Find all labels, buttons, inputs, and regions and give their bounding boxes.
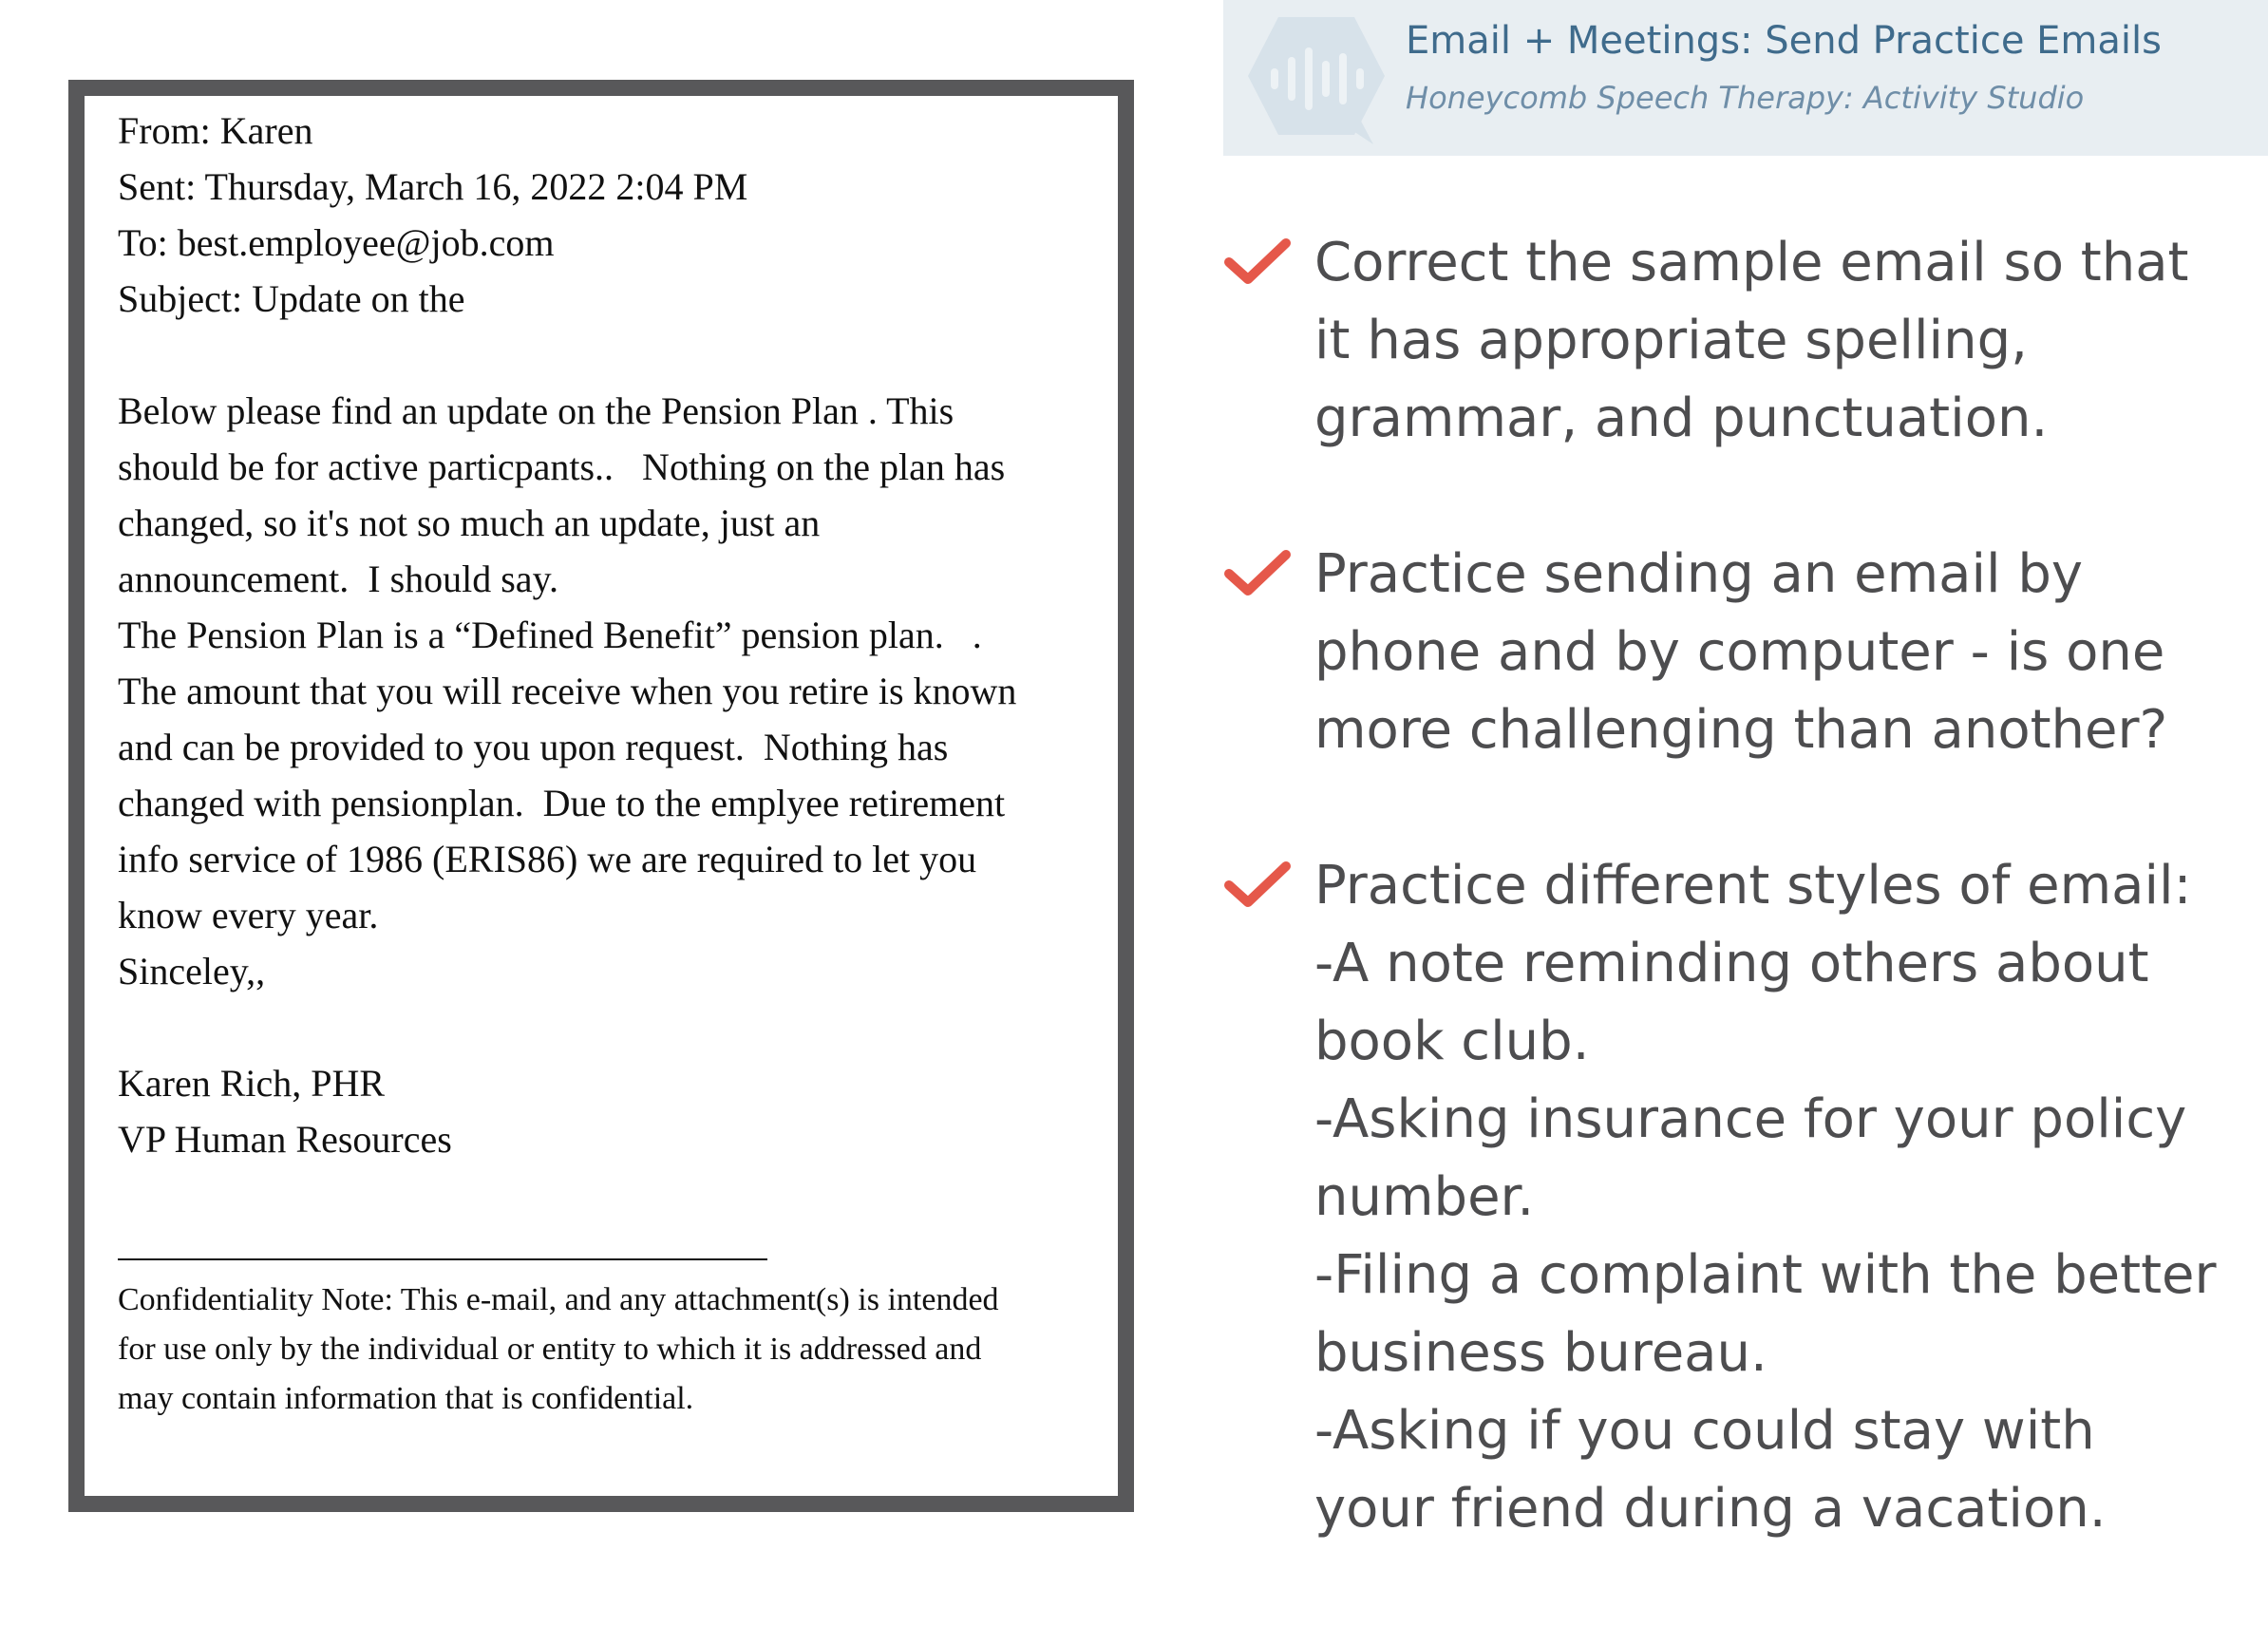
email-body-line: and can be provided to you upon request. Nothing has — [118, 726, 949, 768]
checkmark-icon — [1223, 236, 1292, 289]
checklist-item-email-styles — [1223, 847, 2249, 1548]
checklist-line: book club. — [1314, 1011, 1590, 1072]
checklist-line: -Filing a complaint with the better — [1314, 1244, 2217, 1306]
checklist-item-text — [1314, 536, 2249, 769]
email-body-line: announcement. I should say. — [118, 558, 558, 600]
checklist-line: number. — [1314, 1166, 1535, 1228]
email-sent-line: Sent: Thursday, March 16, 2022 2:04 PM — [118, 165, 748, 208]
email-signature — [118, 1055, 1106, 1167]
checklist-line: -Asking insurance for your policy — [1314, 1088, 2187, 1150]
checkmark-icon — [1223, 859, 1292, 912]
confidentiality-note — [118, 1276, 1106, 1424]
confidentiality-line: may contain information that is confidential. — [118, 1381, 694, 1416]
email-to-line: To: best.employee@job.com — [118, 221, 555, 264]
checkmark-icon — [1223, 547, 1292, 600]
confidentiality-line: Confidentiality Note: This e-mail, and any attachment(s) is intended — [118, 1282, 999, 1317]
sample-email — [118, 103, 1106, 1424]
email-body-line: Below please find an update on the Pension Plan . This — [118, 389, 954, 432]
checklist-line: your friend during a vacation. — [1314, 1478, 2107, 1540]
checklist-line: -Asking if you could stay with — [1314, 1400, 2095, 1462]
checklist-line: business bureau. — [1314, 1322, 1767, 1384]
checklist-line: -A note reminding others about — [1314, 933, 2149, 994]
page-subtitle: Honeycomb Speech Therapy: Activity Studio — [1406, 80, 2085, 116]
email-body-line: changed, so it's not so much an update, just an — [118, 501, 821, 544]
checklist-line: phone and by computer - is one — [1314, 621, 2165, 683]
email-body — [118, 383, 1106, 999]
checklist-line: it has appropriate spelling, — [1314, 310, 2028, 371]
email-body-line: know every year. — [118, 894, 379, 936]
signature-title: VP Human Resources — [118, 1118, 452, 1161]
confidentiality-line: for use only by the individual or entity to which it is addressed and — [118, 1332, 982, 1367]
checklist-line: grammar, and punctuation. — [1314, 388, 2049, 449]
email-body-line: should be for active particpants.. Nothing on the plan has — [118, 445, 1006, 488]
checklist-line: more challenging than another? — [1314, 699, 2168, 761]
email-body-line: The amount that you will receive when you retire is known — [118, 670, 1017, 712]
checklist-item-correct-email — [1223, 224, 2249, 458]
email-subject-line: Subject: Update on the — [118, 277, 465, 320]
checklist-line: Practice sending an email by — [1314, 543, 2084, 605]
speech-bubble-soundwave-icon — [1246, 13, 1387, 146]
checklist-line: Practice different styles of email: — [1314, 855, 2192, 917]
checklist-item-text — [1314, 847, 2249, 1548]
page-title: Email + Meetings: Send Practice Emails — [1406, 19, 2162, 63]
signature-divider — [118, 1258, 767, 1260]
checklist-item-text — [1314, 224, 2249, 458]
email-body-line: The Pension Plan is a “Defined Benefit” pension plan. . — [118, 614, 982, 656]
checklist-line: Correct the sample email so that — [1314, 232, 2189, 293]
email-from-line: From: Karen — [118, 109, 313, 152]
email-body-line: changed with pensionplan. Due to the emplyee retirement — [118, 782, 1006, 824]
instruction-checklist — [1223, 224, 2249, 1626]
email-header-block — [118, 103, 1106, 327]
email-body-line: info service of 1986 (ERIS86) we are required to let you — [118, 838, 977, 880]
signature-name: Karen Rich, PHR — [118, 1062, 386, 1105]
activity-header — [1223, 0, 2268, 156]
email-closing: Sinceley,, — [118, 950, 266, 993]
checklist-item-send-practice — [1223, 536, 2249, 769]
